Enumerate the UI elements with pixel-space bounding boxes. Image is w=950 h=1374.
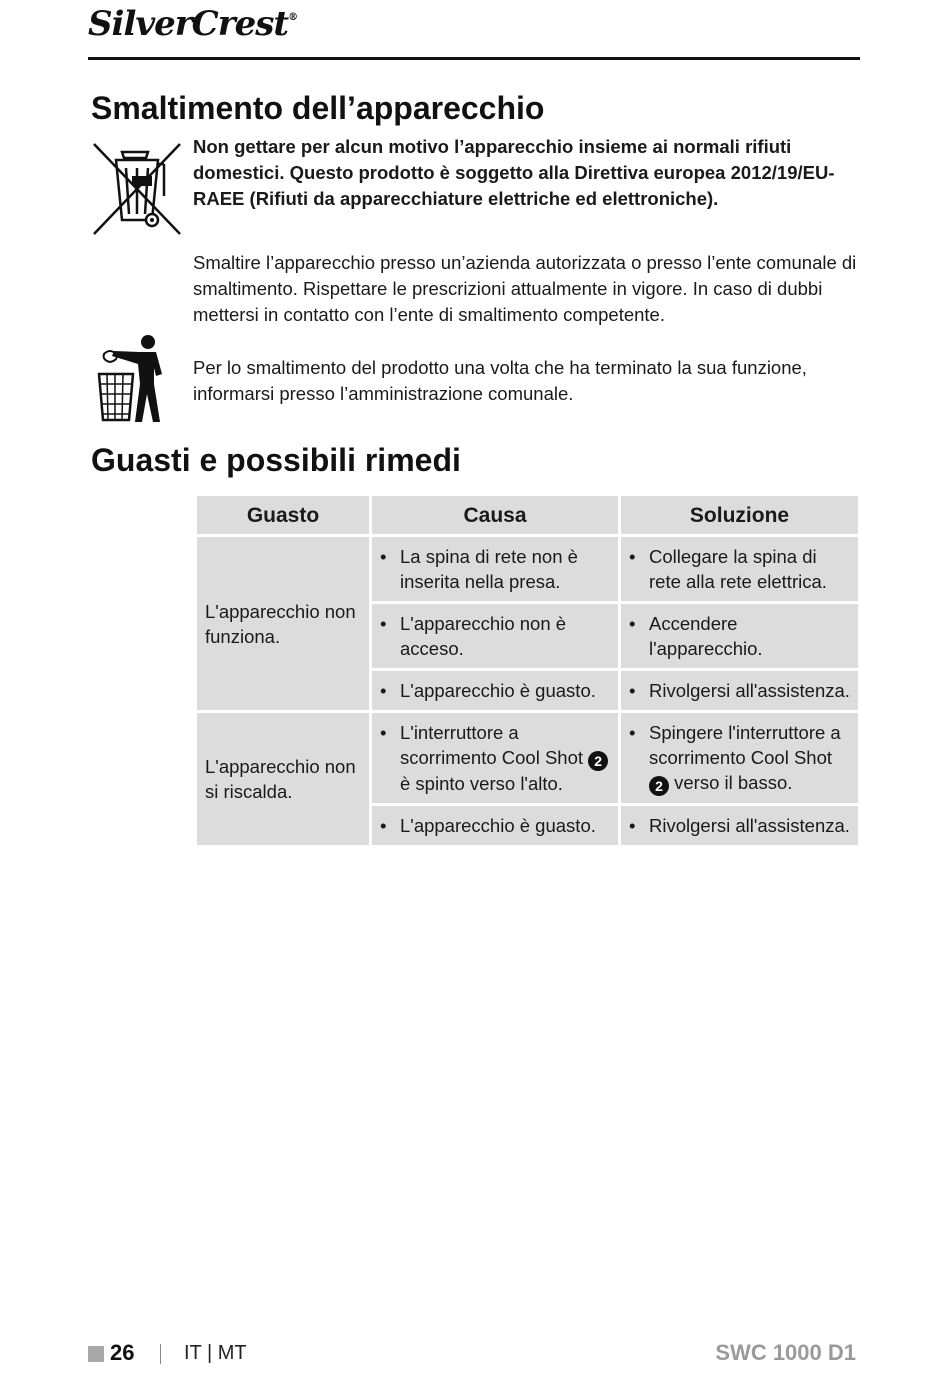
cool-shot-ref-badge: 2 <box>649 776 669 796</box>
table-row <box>196 536 860 603</box>
cause-cell: • La spina di rete non è inserita nella presa. <box>371 536 620 603</box>
solution-cell: • Accendere l'apparecchio. <box>620 603 860 670</box>
troubleshooting-title: Guasti e possibili rimedi <box>91 442 461 478</box>
person-litter-bin-icon <box>96 334 168 424</box>
solution-cell: • Spingere l'interruttore a scorrimento Cool Shot 2 verso il basso. <box>620 712 860 805</box>
cool-shot-ref-badge: 2 <box>588 751 608 771</box>
cause-cell: • L'apparecchio è guasto. <box>371 670 620 712</box>
header-fault: Guasto <box>196 495 371 536</box>
solution-cell: • Rivolgersi all'assistenza. <box>620 670 860 712</box>
footer-divider <box>160 1344 161 1364</box>
header-rule <box>88 57 860 60</box>
cause-cell: • L'apparecchio non è acceso. <box>371 603 620 670</box>
table-header-row <box>196 495 860 536</box>
header-cause: Causa <box>371 495 620 536</box>
disposal-instructions: Smaltire l’apparecchio presso un’azienda autorizzata o presso l’ente comunale di smaltimento. Rispettare le prescrizioni attualmente in vigore. In caso di dubbi mettersi in contatto con l’ente di smaltimento competente. <box>193 252 857 325</box>
model-number: SWC 1000 D1 <box>715 1340 856 1365</box>
solution-cell: • Collegare la spina di rete alla rete elettrica. <box>620 536 860 603</box>
brand-logo: SilverCrest® <box>88 4 298 44</box>
fault-not-working: L'apparecchio non funziona. <box>196 536 371 712</box>
header-solution: Soluzione <box>620 495 860 536</box>
page-footer <box>88 1340 858 1370</box>
disposal-title: Smaltimento dell’apparecchio <box>91 90 545 126</box>
crossed-bin-icon <box>92 140 182 236</box>
language-codes: IT | MT <box>184 1342 247 1364</box>
municipal-info: Per lo smaltimento del prodotto una volta che ha terminato la sua funzione, informarsi presso l’amministrazione comunale. <box>193 357 807 404</box>
cause-cell: • L'interruttore a scorrimento Cool Shot 2 è spinto verso l'alto. <box>371 712 620 805</box>
fault-not-heating: L'apparecchio non si riscalda. <box>196 712 371 847</box>
page-number: 26 <box>110 1340 135 1365</box>
page-marker <box>88 1346 104 1362</box>
solution-cell: • Rivolgersi all'assistenza. <box>620 805 860 847</box>
troubleshooting-table <box>194 493 861 848</box>
table-row <box>196 712 860 805</box>
disposal-warning: Non gettare per alcun motivo l’apparecchio insieme ai normali rifiuti domestici. Questo prodotto è soggetto alla Direttiva europea 2012/19/EU-RAEE (Rifiuti da apparecchiature elettriche ed elettroniche). <box>193 136 835 209</box>
cause-cell: • L'apparecchio è guasto. <box>371 805 620 847</box>
